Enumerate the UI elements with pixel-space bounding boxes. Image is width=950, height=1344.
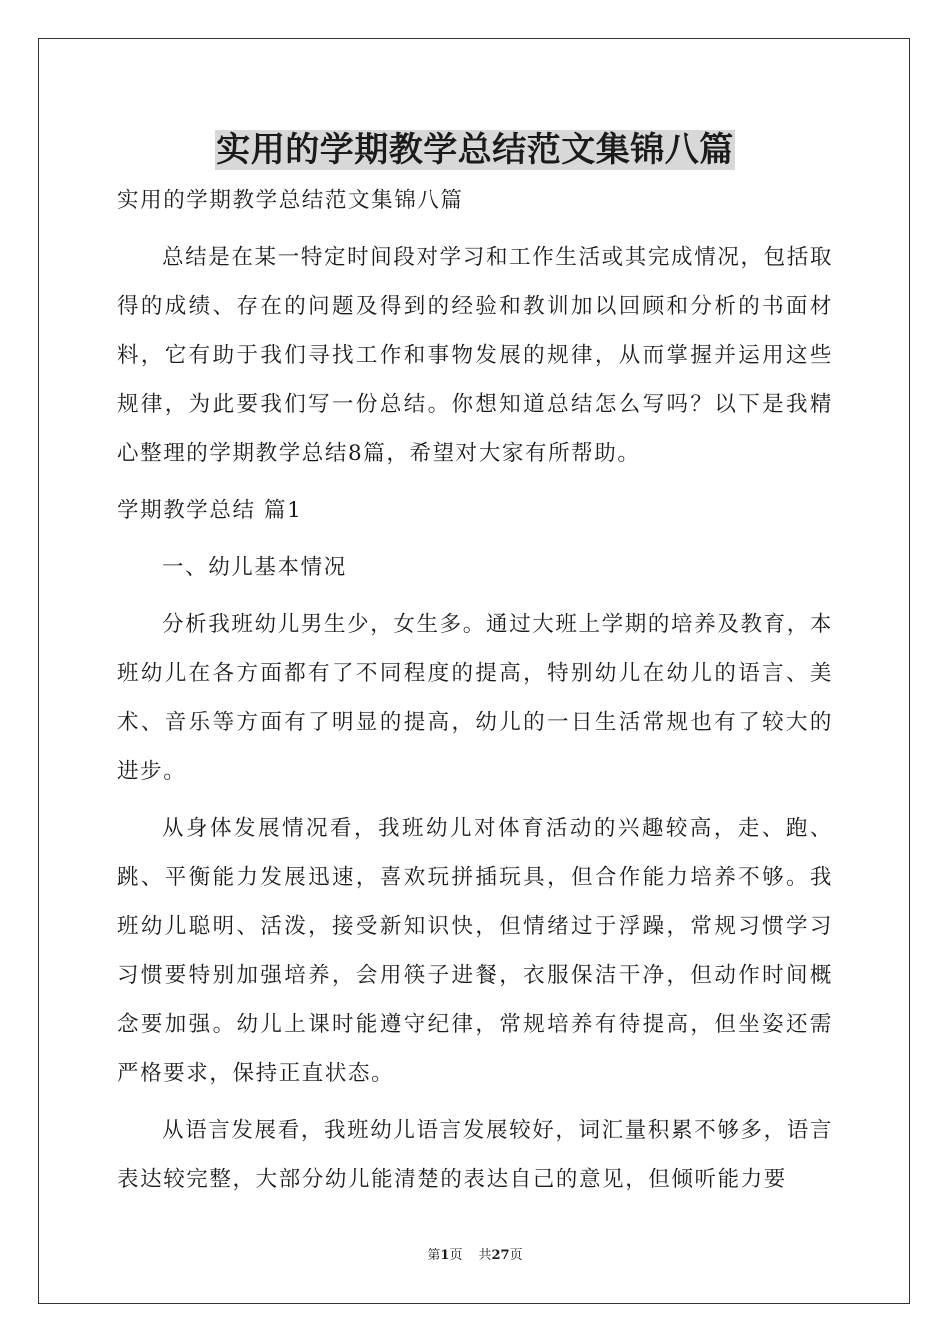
intro-paragraph: 总结是在某一特定时间段对学习和工作生活或其完成情况，包括取得的成绩、存在的问题及得到的经验和教训加以回顾和分析的书面材料，它有助于我们寻找工作和事物发展的规律，从而掌握并运用这些规律，为此要我们写一份总结。你想知道总结怎么写吗？以下是我精心整理的学期教学总结8篇，希望对大家有所帮助。 xyxy=(117,245,833,466)
section-heading: 学期教学总结 篇1 xyxy=(117,498,303,523)
document-title-text: 实用的学期教学总结范文集锦八篇 xyxy=(216,130,734,170)
document-body xyxy=(117,176,833,1204)
document-subtitle: 实用的学期教学总结范文集锦八篇 xyxy=(117,188,464,213)
body-paragraph: 从语言发展看，我班幼儿语言发展较好，词汇量积累不够多，语言表达较完整，大部分幼儿能清楚的表达自己的意见，但倾听能力要 xyxy=(117,1118,833,1192)
body-paragraph: 从身体发展情况看，我班幼儿对体育活动的兴趣较高，走、跑、跳、平衡能力发展迅速，喜欢玩拼插玩具，但合作能力培养不够。我班幼儿聪明、活泼，接受新知识快，但情绪过于浮躁，常规习惯学习习惯要特别加强培养，会用筷子进餐，衣服保洁干净，但动作时间概念要加强。幼儿上课时能遵守纪律，常规培养有待提高，但坐姿还需严格要求，保持正直状态。 xyxy=(117,816,833,1086)
subsection-heading: 一、幼儿基本情况 xyxy=(162,555,347,580)
page-current: 1 xyxy=(440,1248,450,1263)
total-prefix: 共 xyxy=(478,1248,492,1263)
total-unit: 页 xyxy=(509,1248,523,1263)
page-footer xyxy=(0,1246,950,1266)
document-title xyxy=(0,124,950,176)
page-prefix: 第 xyxy=(427,1248,441,1263)
total-pages: 27 xyxy=(491,1248,510,1263)
page-unit: 页 xyxy=(449,1248,463,1263)
body-paragraph: 分析我班幼儿男生少，女生多。通过大班上学期的培养及教育，本班幼儿在各方面都有了不同程度的提高，特别幼儿在幼儿的语言、美术、音乐等方面有了明显的提高，幼儿的一日生活常规也有了较大的进步。 xyxy=(117,612,833,784)
